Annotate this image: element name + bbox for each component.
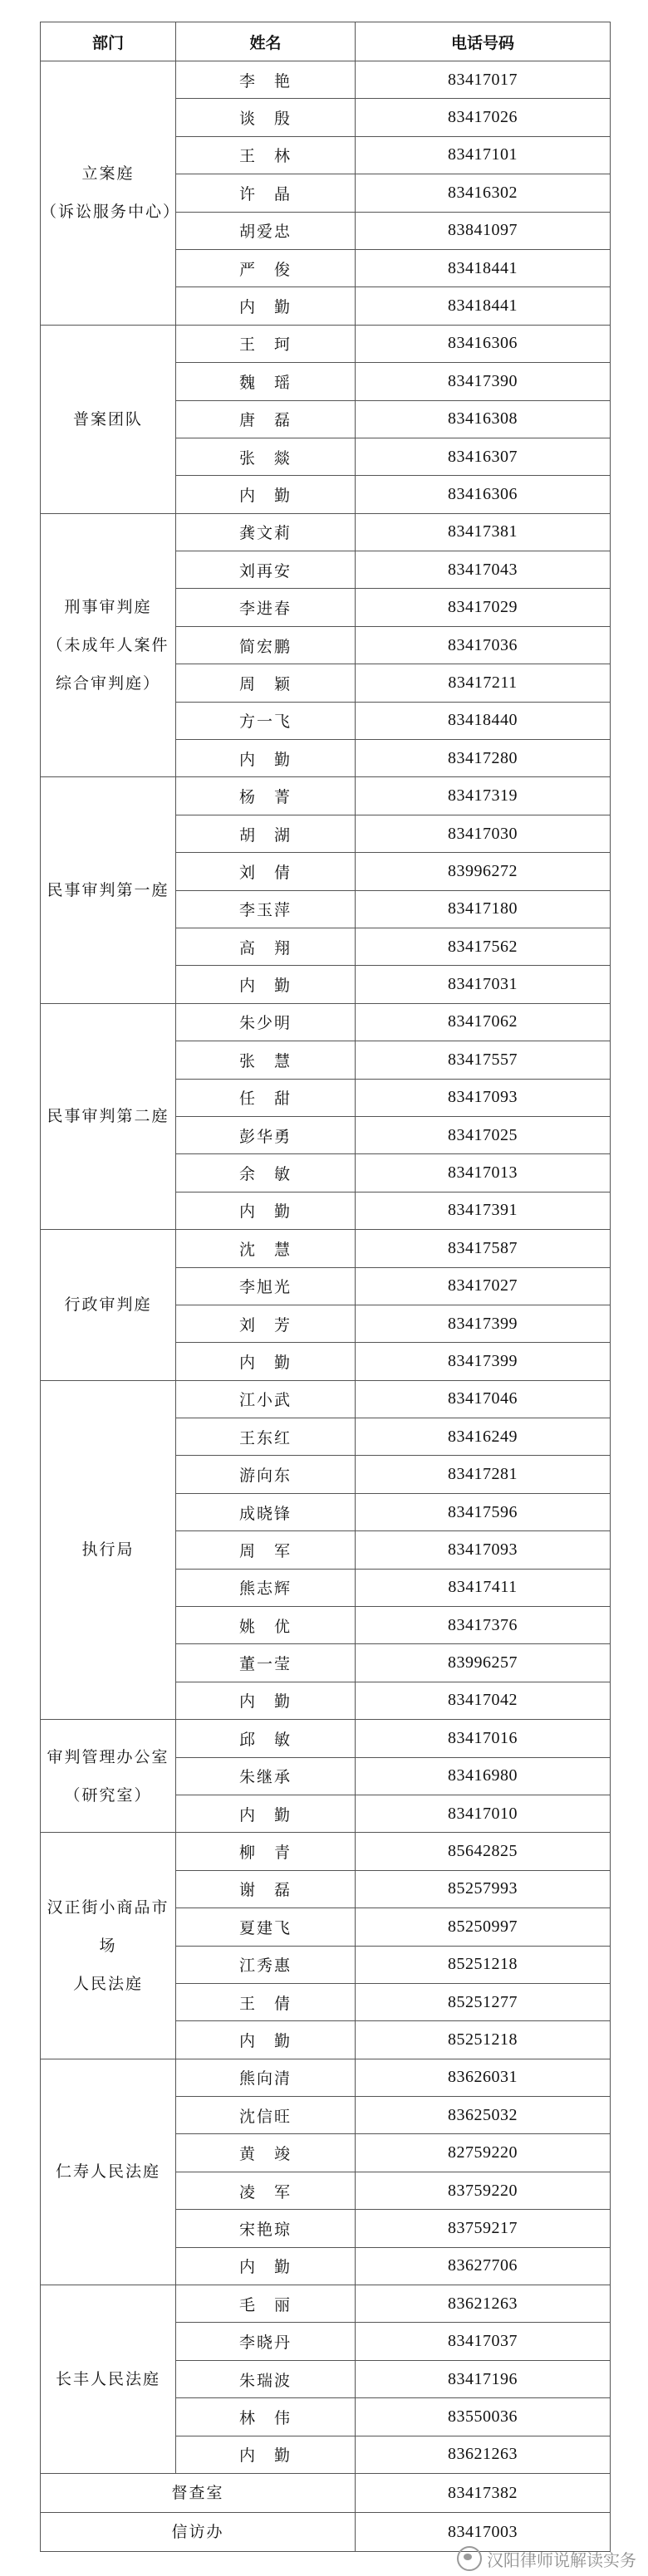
person-name: 内 勤	[176, 287, 356, 325]
department-label: 执行局	[81, 1540, 135, 1560]
person-name: 谢 磊	[176, 1870, 356, 1908]
department-cell: 信访办	[41, 2513, 356, 2552]
phone-number: 83417390	[356, 363, 611, 400]
header-name: 姓名	[176, 22, 356, 61]
person-name: 李旭光	[176, 1267, 356, 1305]
person-name: 魏 瑶	[176, 363, 356, 400]
person-name: 唐 磊	[176, 400, 356, 438]
person-name: 沈信旺	[176, 2097, 356, 2134]
table-row	[41, 513, 611, 551]
phone-number: 83417562	[356, 928, 611, 965]
phone-number: 83418440	[356, 702, 611, 739]
person-name: 黄 竣	[176, 2134, 356, 2172]
phone-number: 83416306	[356, 325, 611, 362]
person-name: 李晓丹	[176, 2323, 356, 2360]
phone-number: 83417196	[356, 2360, 611, 2397]
person-name: 任 甜	[176, 1079, 356, 1116]
department-label: （研究室）	[64, 1785, 152, 1805]
department-label: （诉讼服务中心）	[41, 203, 181, 222]
phone-number: 83417016	[356, 1720, 611, 1757]
person-name: 周 颖	[176, 664, 356, 702]
person-name: 彭华勇	[176, 1116, 356, 1153]
department-label: 审判管理办公室	[47, 1747, 169, 1766]
phone-number: 83417026	[356, 99, 611, 136]
phone-number: 83626031	[356, 2059, 611, 2096]
person-name: 朱瑞波	[176, 2360, 356, 2397]
department-label: 民事审判第二庭	[47, 1107, 169, 1126]
person-name: 柳 青	[176, 1833, 356, 1870]
department-cell	[41, 1003, 176, 1229]
phone-number: 83417180	[356, 890, 611, 928]
person-name: 王 珂	[176, 325, 356, 362]
person-name: 凌 军	[176, 2172, 356, 2209]
person-name: 简宏鹏	[176, 626, 356, 664]
phone-number: 83996272	[356, 853, 611, 890]
person-name: 李 艳	[176, 61, 356, 99]
person-name: 许 晶	[176, 174, 356, 212]
department-cell	[41, 2285, 176, 2474]
person-name: 沈 慧	[176, 1230, 356, 1267]
person-name: 杨 菁	[176, 777, 356, 815]
phone-number: 83996257	[356, 1644, 611, 1682]
department-label: 汉正街小商品市场	[47, 1898, 169, 1956]
department-label: 刑事审判庭	[64, 598, 152, 617]
department-cell	[41, 2059, 176, 2285]
person-name: 姚 优	[176, 1607, 356, 1644]
phone-number: 83417017	[356, 61, 611, 99]
phone-number: 83625032	[356, 2097, 611, 2134]
phone-number: 83417025	[356, 1116, 611, 1153]
phone-number: 83417391	[356, 1192, 611, 1229]
person-name: 张 慧	[176, 1041, 356, 1079]
person-name: 内 勤	[176, 1795, 356, 1832]
person-name: 龚文莉	[176, 513, 356, 551]
phone-number: 83417046	[356, 1380, 611, 1418]
person-name: 张 燚	[176, 438, 356, 475]
department-cell	[41, 513, 176, 777]
phone-number: 83417411	[356, 1569, 611, 1606]
phone-number: 83416307	[356, 438, 611, 475]
phone-number: 83417043	[356, 551, 611, 589]
phone-number: 83417211	[356, 664, 611, 702]
table-row	[41, 1230, 611, 1267]
department-label: 长丰人民法庭	[55, 2370, 160, 2389]
phone-number: 83417003	[356, 2513, 611, 2552]
person-name: 谈 殷	[176, 99, 356, 136]
phone-number: 83417281	[356, 1456, 611, 1493]
phone-number: 85251218	[356, 2021, 611, 2059]
person-name: 江小武	[176, 1380, 356, 1418]
table-row	[41, 777, 611, 815]
person-name: 胡爱忠	[176, 212, 356, 249]
phone-number: 83417381	[356, 513, 611, 551]
phone-number: 83759220	[356, 2172, 611, 2209]
person-name: 熊向清	[176, 2059, 356, 2096]
person-name: 邱 敏	[176, 1720, 356, 1757]
person-name: 王 倩	[176, 1983, 356, 2020]
person-name: 内 勤	[176, 2247, 356, 2285]
phone-number: 85251277	[356, 1983, 611, 2020]
department-cell	[41, 325, 176, 513]
department-label: 立案庭	[81, 164, 135, 184]
phone-number: 82759220	[356, 2134, 611, 2172]
phone-number: 83627706	[356, 2247, 611, 2285]
person-name: 刘 倩	[176, 853, 356, 890]
person-name: 朱继承	[176, 1757, 356, 1795]
wechat-icon	[457, 2546, 482, 2571]
person-name: 王东红	[176, 1418, 356, 1456]
phone-number: 83417596	[356, 1493, 611, 1530]
department-label: 民事审判第一庭	[47, 881, 169, 900]
phone-number: 83417062	[356, 1003, 611, 1041]
header-phone: 电话号码	[356, 22, 611, 61]
table-row	[41, 2285, 611, 2323]
phone-number: 83418441	[356, 249, 611, 286]
phone-number: 83841097	[356, 212, 611, 249]
phone-number: 83550036	[356, 2398, 611, 2436]
person-name: 内 勤	[176, 1682, 356, 1719]
person-name: 胡 湖	[176, 815, 356, 852]
phone-number: 83417382	[356, 2474, 611, 2513]
person-name: 毛 丽	[176, 2285, 356, 2323]
department-cell	[41, 1230, 176, 1381]
phone-number: 83417036	[356, 626, 611, 664]
department-label: （未成年人案件	[47, 636, 169, 655]
department-cell	[41, 61, 181, 326]
phone-number: 83416306	[356, 476, 611, 513]
table-row	[41, 2474, 611, 2513]
phone-number: 83416249	[356, 1418, 611, 1456]
phone-number: 85250997	[356, 1908, 611, 1946]
phone-number: 83417376	[356, 1607, 611, 1644]
department-label: 综合审判庭）	[55, 674, 160, 693]
table-row	[41, 325, 611, 362]
phone-number: 83418441	[356, 287, 611, 325]
phone-number: 83417013	[356, 1154, 611, 1192]
table-row	[41, 1720, 611, 1757]
person-name: 刘再安	[176, 551, 356, 589]
department-cell	[41, 1720, 176, 1833]
person-name: 方一飞	[176, 702, 356, 739]
department-cell: 督查室	[41, 2474, 356, 2513]
phone-number: 83759217	[356, 2210, 611, 2247]
phone-number: 83417557	[356, 1041, 611, 1079]
phone-number: 83417319	[356, 777, 611, 815]
person-name: 熊志辉	[176, 1569, 356, 1606]
person-name: 游向东	[176, 1456, 356, 1493]
table-row	[41, 1380, 611, 1418]
department-label: 普案团队	[72, 409, 143, 429]
phone-number: 85251218	[356, 1946, 611, 1983]
phone-number: 83621263	[356, 2285, 611, 2323]
person-name: 高 翔	[176, 928, 356, 965]
phone-number: 83416980	[356, 1757, 611, 1795]
header-dept: 部门	[41, 22, 176, 61]
table-row	[41, 61, 611, 99]
phone-number: 83621263	[356, 2436, 611, 2473]
department-label: 行政审判庭	[64, 1295, 152, 1315]
person-name: 董一莹	[176, 1644, 356, 1682]
phone-number: 85642825	[356, 1833, 611, 1870]
person-name: 内 勤	[176, 1343, 356, 1380]
person-name: 内 勤	[176, 476, 356, 513]
person-name: 余 敏	[176, 1154, 356, 1192]
directory-body	[41, 61, 611, 2552]
person-name: 内 勤	[176, 1192, 356, 1229]
department-cell	[41, 1833, 176, 2059]
phone-number: 83417037	[356, 2323, 611, 2360]
watermark	[457, 2546, 636, 2571]
department-cell	[41, 777, 176, 1003]
person-name: 刘 芳	[176, 1305, 356, 1342]
phone-number: 83417030	[356, 815, 611, 852]
person-name: 严 俊	[176, 249, 356, 286]
person-name: 宋艳琼	[176, 2210, 356, 2247]
phone-number: 83417101	[356, 136, 611, 174]
phone-number: 83417587	[356, 1230, 611, 1267]
person-name: 周 军	[176, 1531, 356, 1569]
phone-number: 83417093	[356, 1531, 611, 1569]
phone-number: 83417093	[356, 1079, 611, 1116]
phone-number: 83417042	[356, 1682, 611, 1719]
person-name: 王 林	[176, 136, 356, 174]
person-name: 内 勤	[176, 2436, 356, 2473]
person-name: 朱少明	[176, 1003, 356, 1041]
person-name: 内 勤	[176, 966, 356, 1003]
phone-number: 83416308	[356, 400, 611, 438]
table-row	[41, 2059, 611, 2096]
person-name: 内 勤	[176, 2021, 356, 2059]
person-name: 夏建飞	[176, 1908, 356, 1946]
person-name: 李玉萍	[176, 890, 356, 928]
phone-number: 83417399	[356, 1343, 611, 1380]
person-name: 江秀惠	[176, 1946, 356, 1983]
department-label: 仁寿人民法庭	[55, 2162, 160, 2182]
table-row	[41, 1003, 611, 1041]
phone-number: 83417031	[356, 966, 611, 1003]
person-name: 李进春	[176, 589, 356, 626]
header-row	[41, 22, 611, 61]
phone-number: 83417027	[356, 1267, 611, 1305]
department-label: 人民法庭	[72, 1975, 143, 1994]
phone-number: 83416302	[356, 174, 611, 212]
department-cell	[41, 1380, 176, 1720]
person-name: 林 伟	[176, 2398, 356, 2436]
phone-number: 85257993	[356, 1870, 611, 1908]
phone-number: 83417010	[356, 1795, 611, 1832]
table-row	[41, 1833, 611, 1870]
watermark-text: 汉阳律师说解读实务	[487, 2549, 636, 2570]
phone-number: 83417280	[356, 740, 611, 777]
person-name: 成晓锋	[176, 1493, 356, 1530]
person-name: 内 勤	[176, 740, 356, 777]
phone-number: 83417399	[356, 1305, 611, 1342]
phone-number: 83417029	[356, 589, 611, 626]
phone-directory-table	[40, 22, 611, 2552]
